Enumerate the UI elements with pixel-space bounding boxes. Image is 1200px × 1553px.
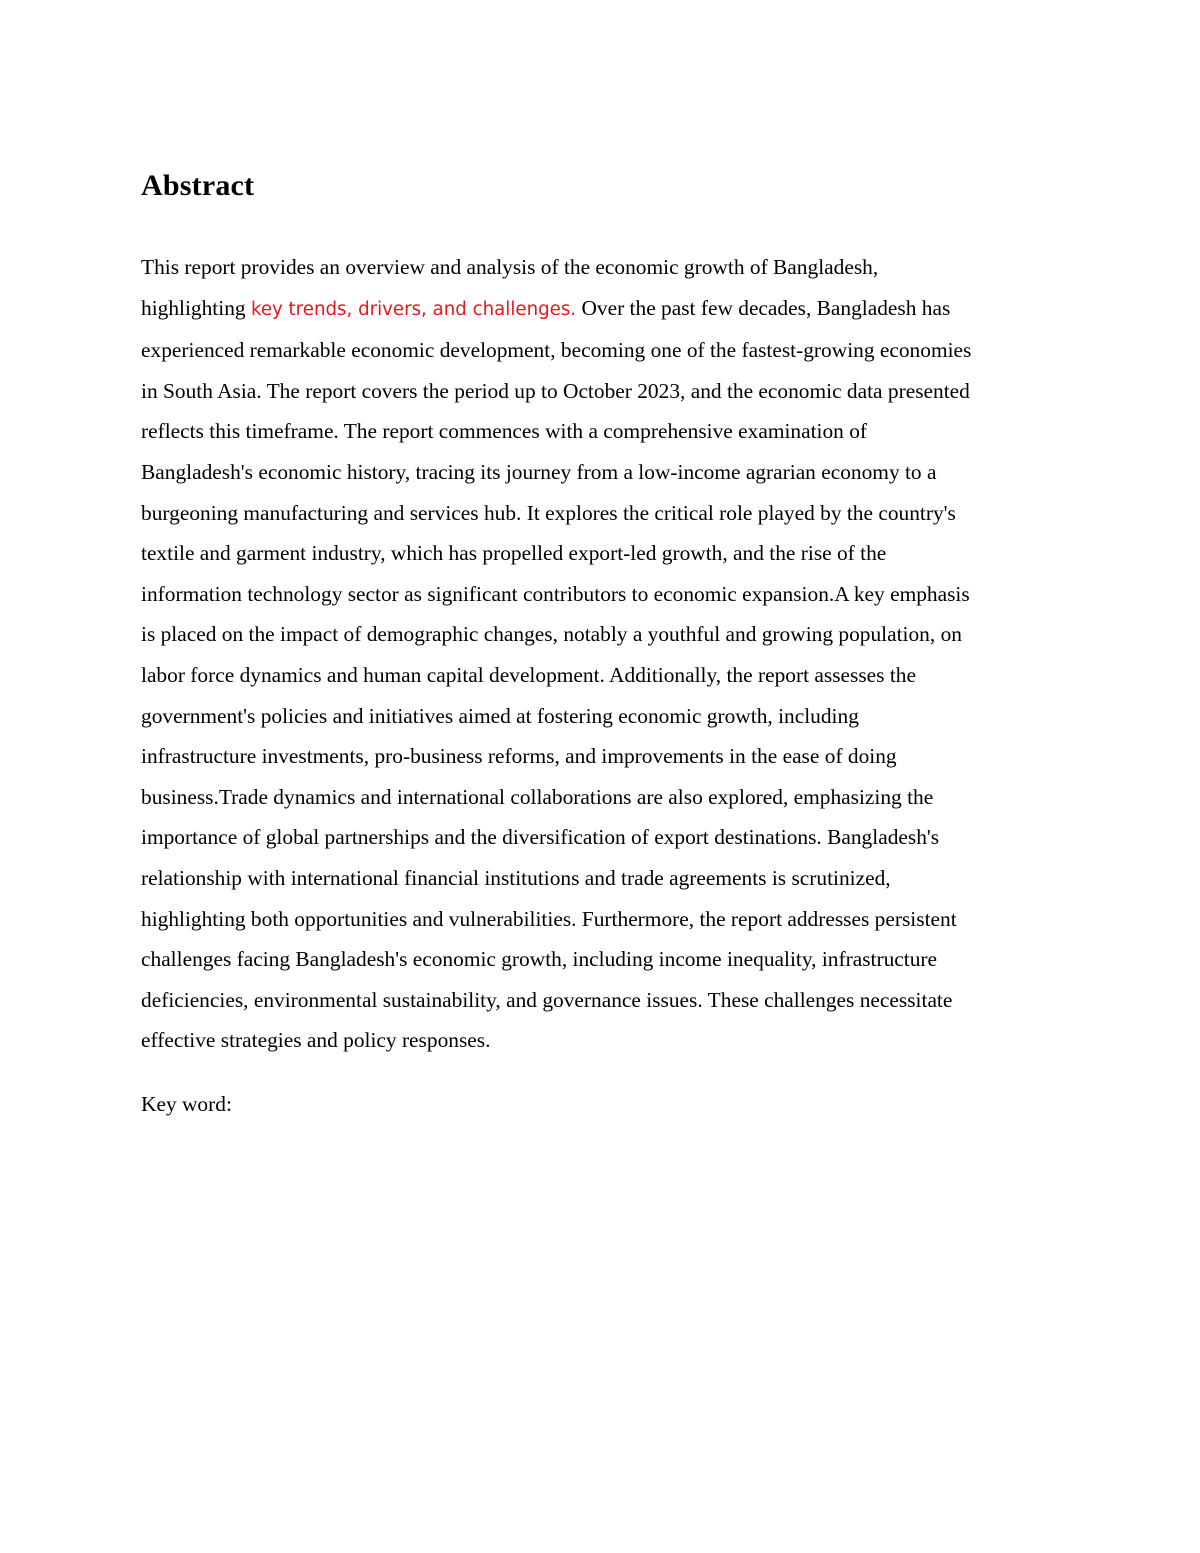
abstract-line: business.Trade dynamics and international collaborations are also explored, emphasizing the: [141, 784, 934, 809]
abstract-line: deficiencies, environmental sustainability, and governance issues. These challenges necessitate: [141, 987, 953, 1012]
abstract-line: experienced remarkable economic development, becoming one of the fastest-growing economies: [141, 338, 972, 363]
abstract-line: burgeoning manufacturing and services hub. It explores the critical role played by the country's: [141, 500, 956, 525]
abstract-line: labor force dynamics and human capital development. Additionally, the report assesses the: [141, 662, 916, 687]
abstract-line: This report provides an overview and analysis of the economic growth of Bangladesh,: [141, 255, 879, 279]
abstract-line: importance of global partnerships and the diversification of export destinations. Bangladesh's: [141, 825, 940, 850]
abstract-line: information technology sector as significant contributors to economic expansion.A key emphasis: [141, 581, 970, 606]
abstract-line: highlighting both opportunities and vulnerabilities. Furthermore, the report addresses persistent: [141, 906, 957, 931]
abstract-line: in South Asia. The report covers the period up to October 2023, and the economic data presented: [141, 378, 970, 403]
abstract-text-segment: highlighting: [141, 295, 251, 320]
abstract-line: challenges facing Bangladesh's economic growth, including income inequality, infrastructure: [141, 947, 938, 972]
abstract-heading: Abstract: [141, 169, 255, 202]
abstract-text-segment: Over the past few decades, Bangladesh has: [576, 295, 951, 320]
abstract-line: infrastructure investments, pro-business reforms, and improvements in the ease of doing: [141, 744, 897, 769]
abstract-line: Bangladesh's economic history, tracing its journey from a low-income agrarian economy to a: [141, 459, 937, 484]
abstract-line: government's policies and initiatives aimed at fostering economic growth, including: [141, 703, 859, 728]
abstract-line: relationship with international financial institutions and trade agreements is scrutinized,: [141, 865, 891, 890]
abstract-line-with-highlight: [141, 288, 1071, 331]
abstract-line: is placed on the impact of demographic changes, notably a youthful and growing population, on: [141, 622, 962, 647]
keyword-label: Key word:: [141, 1092, 232, 1116]
abstract-paragraph: [141, 247, 1071, 1061]
highlighted-phrase: key trends, drivers, and challenges.: [250, 298, 577, 320]
abstract-line: reflects this timeframe. The report commences with a comprehensive examination of: [141, 419, 868, 444]
abstract-line: effective strategies and policy responses.: [141, 1028, 491, 1053]
abstract-line: textile and garment industry, which has propelled export-led growth, and the rise of the: [141, 541, 887, 566]
